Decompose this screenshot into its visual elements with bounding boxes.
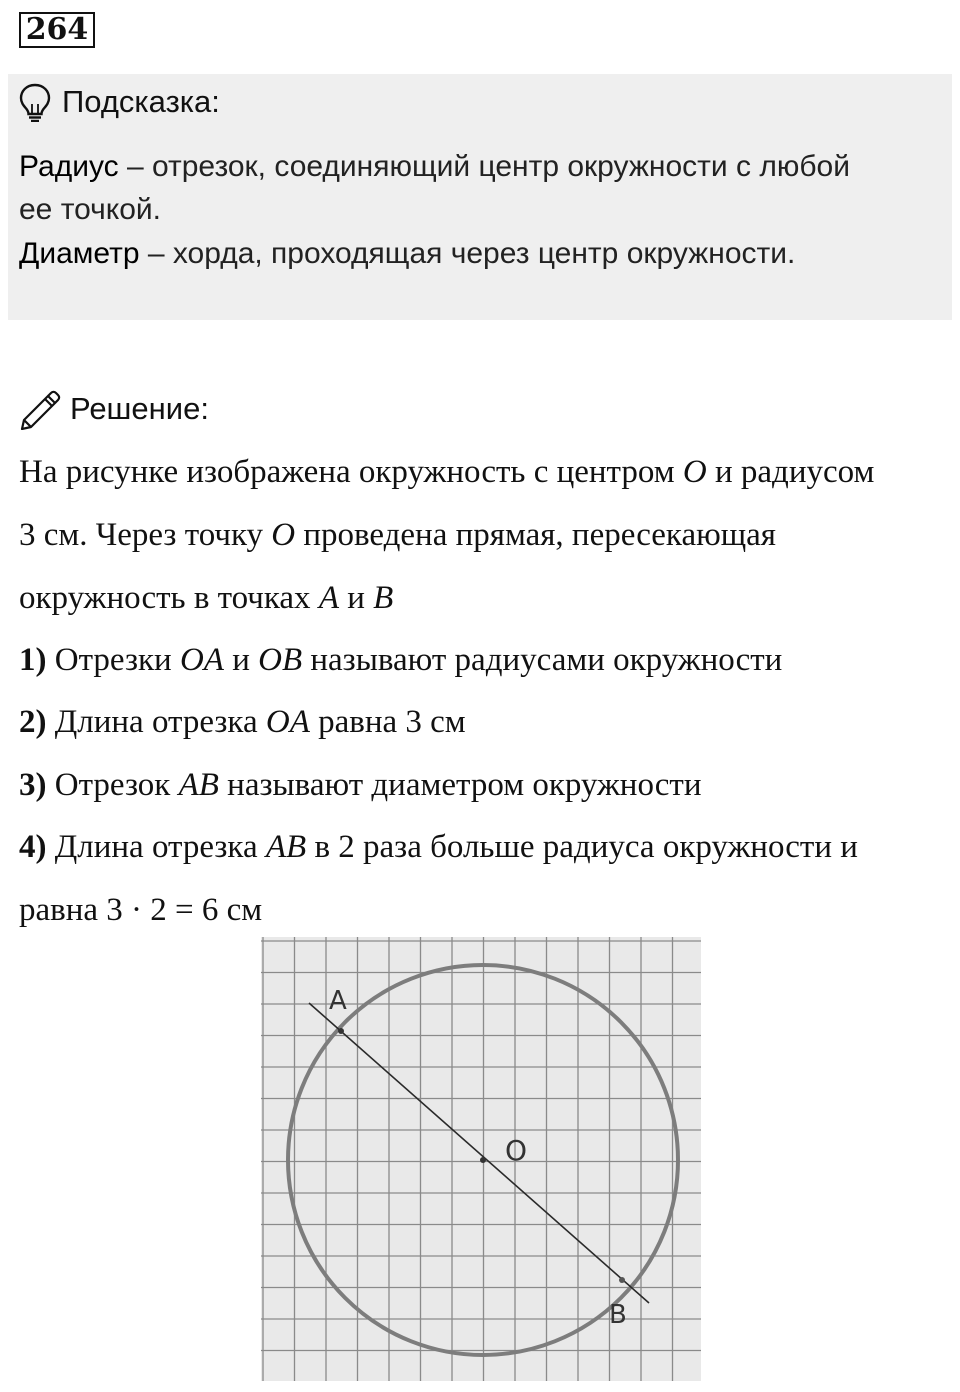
text: называют диаметром окружности <box>218 767 702 803</box>
solution-paragraph-line-3 <box>19 580 393 617</box>
task-number: 264 <box>19 12 95 48</box>
solution-title: Решение: <box>70 391 209 426</box>
point-a-dot <box>338 1028 344 1034</box>
hint-diameter-line <box>19 237 795 271</box>
text: На рисунке изображена окружность с центром <box>19 454 683 490</box>
text: называют радиусами окружности <box>302 642 783 678</box>
math-o: O <box>271 517 296 553</box>
math-o: O <box>682 454 707 490</box>
solution-item-4-cont: равна 3 · 2 = 6 см <box>19 892 263 928</box>
hint-diameter-text: – хорда, проходящая через центр окружности. <box>139 237 796 270</box>
math-a: A <box>318 580 339 616</box>
solution-item-1 <box>19 642 782 679</box>
text: окружность в точках <box>19 580 319 616</box>
math-oa: OA <box>265 704 310 740</box>
point-b-dot <box>619 1277 625 1283</box>
hint-radius-term: Радиус <box>19 150 119 183</box>
text: Отрезок <box>46 767 179 803</box>
text: равна 3 см <box>309 704 466 740</box>
solution-item-3 <box>19 767 702 804</box>
math-ob: OB <box>258 642 303 678</box>
label-o: O <box>505 1134 528 1167</box>
circle-diagram <box>261 937 701 1381</box>
hint-radius-text: – отрезок, соединяющий центр окружности с любой <box>118 150 850 183</box>
hint-header <box>18 80 220 124</box>
solution-header <box>18 386 209 432</box>
hint-radius-line-cont: ее точкой. <box>19 193 162 226</box>
math-ab: AB <box>265 829 307 865</box>
point-o-dot <box>480 1157 486 1163</box>
label-b: B <box>609 1300 627 1330</box>
text: и <box>338 580 374 616</box>
solution-item-2 <box>19 704 466 741</box>
text: 3 см. Через точку <box>19 517 272 553</box>
hint-diameter-term: Диаметр <box>19 237 140 270</box>
hint-title: Подсказка: <box>62 84 220 119</box>
lightbulb-icon <box>18 82 52 122</box>
text: Отрезки <box>46 642 180 678</box>
text: и <box>223 642 259 678</box>
text: Длина отрезка <box>46 829 266 865</box>
solution-paragraph-line-1 <box>19 454 874 491</box>
solution-item-4 <box>19 829 858 866</box>
text: проведена прямая, пересекающая <box>295 517 776 553</box>
solution-paragraph-line-2 <box>19 517 776 554</box>
hint-radius-line <box>19 150 850 184</box>
item-number: 4) <box>19 829 47 865</box>
circle-diagram-svg <box>261 937 701 1381</box>
text: и радиусом <box>706 454 875 490</box>
item-number: 2) <box>19 704 47 740</box>
item-number: 1) <box>19 642 47 678</box>
math-oa: OA <box>179 642 224 678</box>
pencil-icon <box>18 388 62 430</box>
text: в 2 раза больше радиуса окружности и <box>306 829 858 865</box>
label-a: A <box>329 986 347 1016</box>
math-b: B <box>373 580 394 616</box>
text: Длина отрезка <box>46 704 266 740</box>
item-number: 3) <box>19 767 47 803</box>
math-ab: AB <box>178 767 219 803</box>
